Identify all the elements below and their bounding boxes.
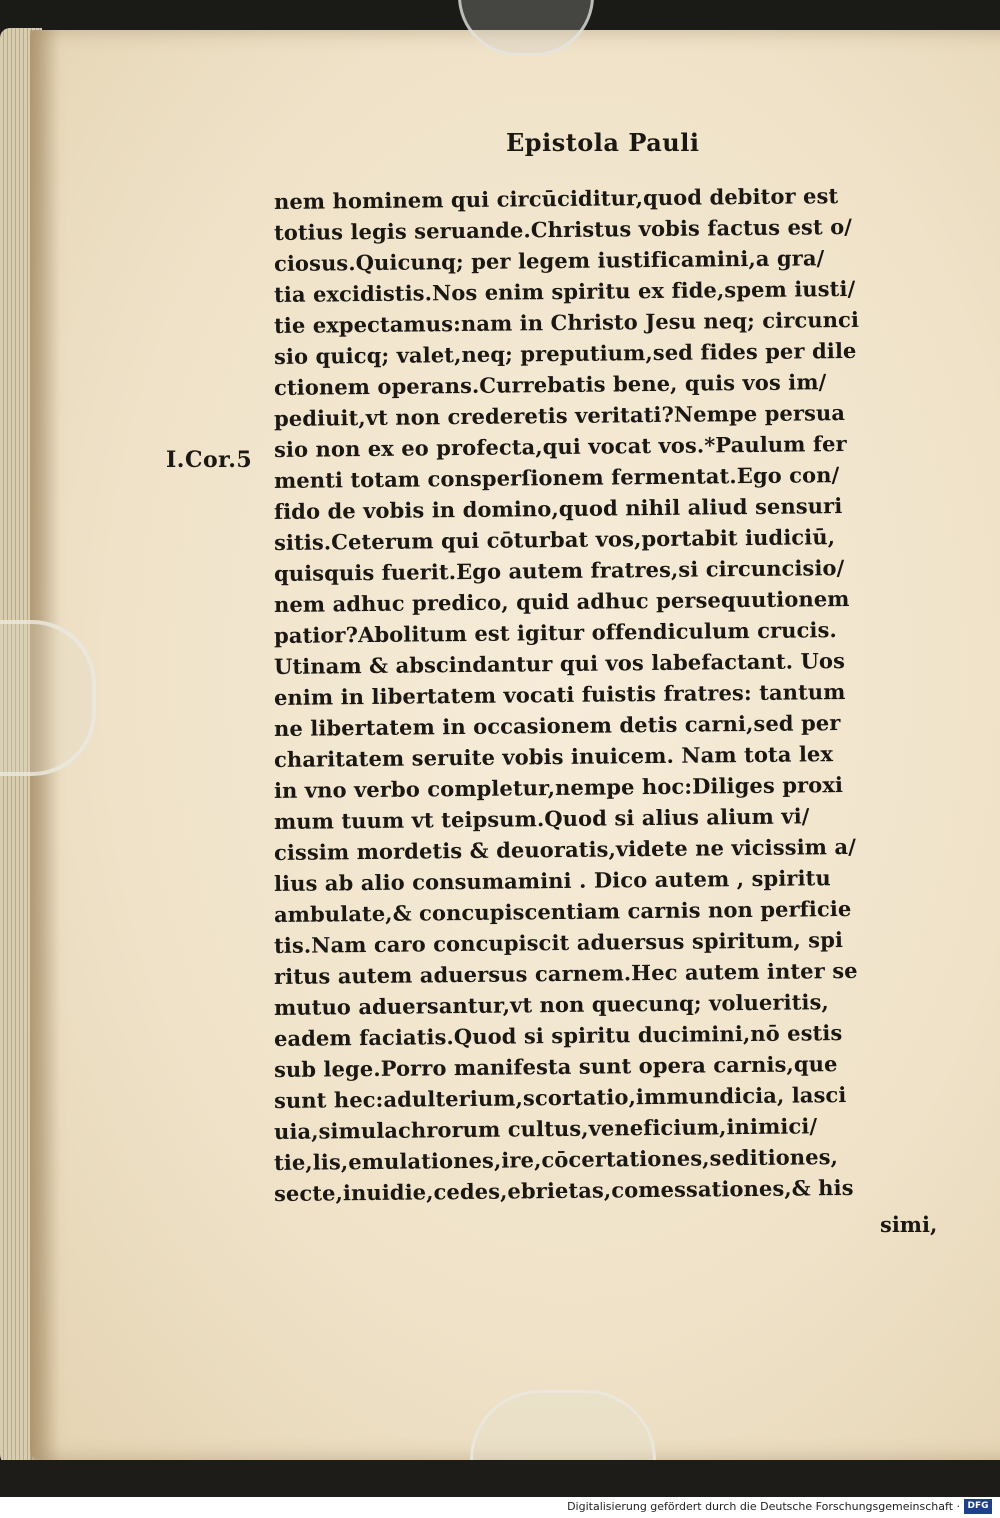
text-line: enim in libertatem vocati fuistis fratres: tantum [273,679,846,710]
text-line: menti totam consperſionem fermentat.Ego con/ [273,462,840,493]
text-line: ambulate,& concupiscentiam carnis non perficie [273,895,852,927]
text-line: uia,simulachrorum cultus,veneficium,inimici/ [273,1113,818,1144]
text-line: secte,inuidie,cedes,ebrietas,comessationes,& his [273,1174,854,1206]
text-line: sio non ex eo profecta,qui vocat vos.*Paulum fer [273,431,847,462]
text-line: totius legis seruande.Christus vobis factus est o/ [273,213,853,245]
text-line: ne libertatem in occasionem detis carni,sed per [273,710,841,741]
dfg-logo-icon: DFG [964,1499,992,1514]
text-line: mum tuum vt teipsum.Quod si alius alium vi/ [273,803,810,834]
text-line: fido de vobis in domino,quod nihil aliud sensuri [273,493,843,524]
text-line: ctionem operans.Currebatis bene, quis vos im/ [273,369,827,400]
text-line: tia excidistis.Nos enim spiritu ex fide,spem iusti/ [273,275,856,307]
text-line: sitis.Ceterum qui cōturbat vos,portabit iudiciū, [273,524,836,555]
text-line: sunt hec:adulterium,scortatio,immundicia, lasci [273,1082,847,1113]
text-line: patior?Abolitum est igitur offendiculum crucis. [273,617,837,648]
text-line: quisquis fuerit.Ego autem fratres,si circuncisio/ [273,555,845,586]
body-text [273,183,956,1209]
marginal-note: I.Cor.5 [166,447,253,473]
footer-bar [0,1497,1000,1518]
text-line: lius ab alio consumamini . Dico autem , spiritu [273,865,831,896]
text-line: tie,lis,emulationes,ire,cōcertationes,seditiones, [273,1144,839,1175]
text-line: charitatem seruite vobis inuicem. Nam tota lex [273,741,834,772]
running-head: Epistola Pauli [506,128,700,157]
scan-bottom-border [0,1460,1000,1497]
text-line: eadem faciatis.Quod si spiritu ducimini,nō estis [273,1020,843,1051]
text-line: nem adhuc predico, quid adhuc persequutionem [273,585,850,617]
text-line: tie expectamus:nam in Christo Jesu neq; circunci [273,306,860,338]
text-line: nem hominem qui circūciditur,quod debitor est [273,183,839,214]
text-line: mutuo aduersantur,vt non quecunq; volueritis, [273,989,829,1020]
text-line: sio quicq; valet,neq; preputium,sed fides per dile [273,337,857,369]
text-line: tis.Nam caro concupiscit aduersus spiritum, spi [273,927,844,958]
text-line: in vno verbo completur,nempe hoc:Diliges proxi [273,772,844,803]
text-line: sub lege.Porro manifesta sunt opera carnis,que [273,1051,838,1082]
catchword: simi, [880,1212,938,1237]
text-line: pediuit,vt non crederetis veritati?Nempe persua [273,400,846,431]
funding-credit: Digitalisierung gefördert durch die Deutsche Forschungsgemeinschaft · [567,1500,960,1513]
text-line: ciosus.Quicunq; per legem iustificamini,a gra/ [273,245,825,276]
text-line: Utinam & abscindantur qui vos labefactant. Uos [273,648,846,679]
text-line: ritus autem aduersus carnem.Hec autem inter se [273,957,858,989]
text-line: cissim mordetis & deuoratis,videte ne vicissim a/ [273,833,857,865]
